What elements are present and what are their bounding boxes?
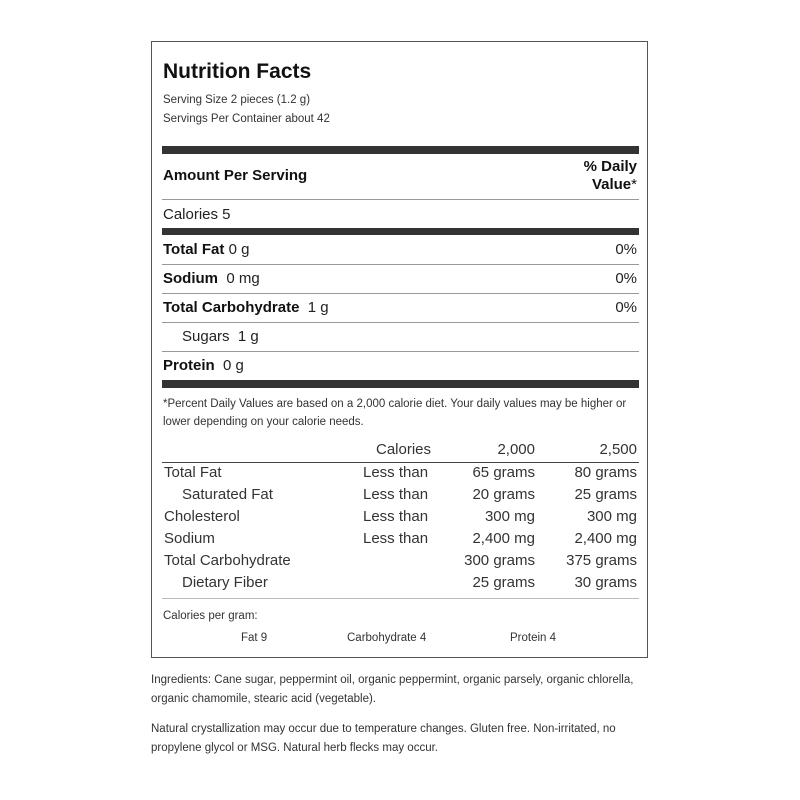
divider (162, 264, 639, 265)
daily-value-heading (584, 158, 637, 194)
nutrient-dv: 0% (615, 299, 637, 316)
dv-table-cell: Total Fat (164, 464, 222, 481)
nutrient-dv: 0% (615, 270, 637, 287)
dv-table-cell: Less than (363, 508, 429, 525)
serving-size: Serving Size 2 pieces (1.2 g) (163, 94, 311, 106)
dv-table-cell: 2,400 mg (574, 530, 637, 547)
dv-table-header-2500: 2,500 (599, 441, 637, 458)
nutrient-dv: 0% (615, 241, 637, 258)
nutrient-amount: 1 g (307, 299, 329, 316)
dv-table-cell: Less than (363, 486, 429, 503)
daily-value-footnote: *Percent Daily Values are based on a 2,000 calorie diet. Your daily values may be higher or lower depending on your calorie needs. (163, 398, 627, 428)
dv-table-cell: Saturated Fat (182, 486, 273, 503)
daily-value-line1: % Daily (583, 158, 637, 175)
dv-table-cell: 300 mg (484, 508, 535, 525)
nutrient-name: Total Carbohydrate (163, 299, 300, 316)
divider (162, 351, 639, 352)
dv-table-cell: 65 grams (472, 464, 535, 481)
dv-table-header-2000: 2,000 (497, 441, 535, 458)
dv-table-cell: 25 grams (574, 486, 637, 503)
nutrient-row-sugars (182, 328, 259, 345)
nutrient-name: Total Fat (163, 241, 225, 258)
nutrient-amount: 1 g (237, 328, 259, 345)
calories-per-gram-label: Calories per gram: (163, 610, 258, 622)
nutrient-amount: 0 g (228, 241, 250, 258)
dv-table-header-calories: Calories (376, 441, 432, 458)
dv-table-cell: Dietary Fiber (182, 574, 268, 591)
divider (162, 598, 639, 599)
dv-table-cell: Less than (363, 530, 429, 547)
nutrient-row-sodium (163, 270, 260, 287)
divider (162, 293, 639, 294)
dv-table-cell: Cholesterol (164, 508, 240, 525)
amount-per-serving-heading: Amount Per Serving (163, 167, 308, 184)
dv-table-cell: 2,400 mg (472, 530, 535, 547)
daily-value-word: Value (591, 176, 632, 193)
nutrient-row-protein (163, 357, 244, 374)
dv-table-cell: Total Carbohydrate (164, 552, 291, 569)
calories-per-gram-fat: Fat 9 (241, 632, 268, 644)
dv-table-cell: 25 grams (472, 574, 535, 591)
nutrient-name: Protein (163, 357, 215, 374)
dv-table-header-rule (162, 462, 639, 463)
dv-table-cell: 300 grams (464, 552, 535, 569)
nutrient-row-total-fat (163, 241, 249, 258)
nutrient-name: Sugars (182, 328, 230, 345)
dv-table-cell: 80 grams (574, 464, 637, 481)
servings-per-container: Servings Per Container about 42 (163, 113, 330, 125)
divider (162, 322, 639, 323)
dv-table-cell: 20 grams (472, 486, 535, 503)
nutrition-title: Nutrition Facts (163, 60, 312, 83)
dv-table-cell: Sodium (164, 530, 215, 547)
nutrient-name: Sodium (163, 270, 218, 287)
dv-table-cell: Less than (363, 464, 429, 481)
product-notes-text: Natural crystallization may occur due to temperature changes. Gluten free. Non-irritated, no propylene glycol or MSG. Natural herb flecks may occur. (151, 723, 616, 754)
thick-divider (162, 380, 639, 388)
medium-divider (162, 228, 639, 235)
nutrient-row-total-carbohydrate (163, 299, 329, 316)
dv-table-cell: 30 grams (574, 574, 637, 591)
thick-divider (162, 146, 639, 154)
nutrient-amount: 0 g (223, 357, 244, 374)
nutrition-facts-panel (151, 41, 648, 658)
divider (162, 199, 639, 200)
nutrient-amount: 0 mg (226, 270, 260, 287)
daily-value-line2 (584, 176, 637, 194)
dv-table-cell: 300 mg (586, 508, 637, 525)
calories-per-gram-protein: Protein 4 (510, 632, 557, 644)
dv-table-cell: 375 grams (566, 552, 637, 569)
calories-line: Calories 5 (163, 206, 231, 223)
daily-value-star: * (631, 176, 637, 193)
calories-per-gram-carbohydrate: Carbohydrate 4 (347, 632, 427, 644)
ingredients-text: Ingredients: Cane sugar, peppermint oil, organic peppermint, organic parsely, organic chlorella, organic chamomile, stearic acid (vegetable). (151, 674, 634, 705)
